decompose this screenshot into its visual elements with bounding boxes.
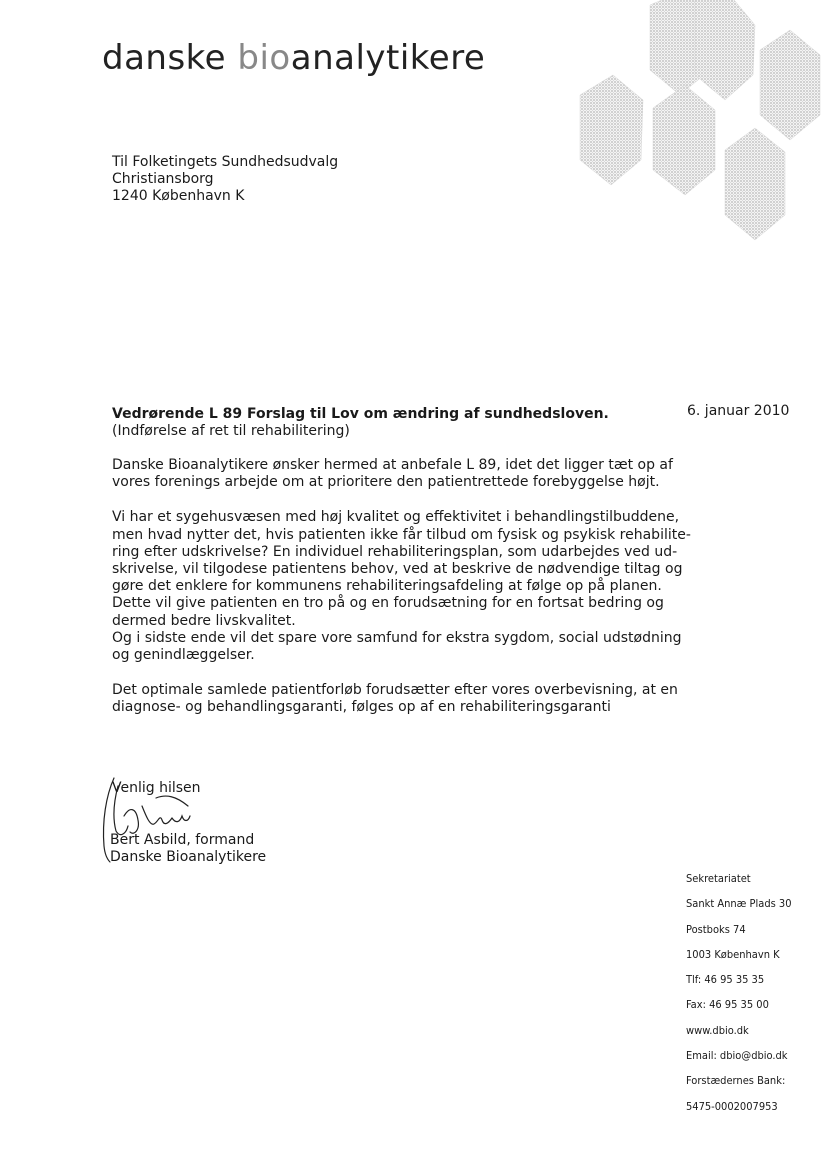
contact-email: Email: dbio@dbio.dk bbox=[686, 1049, 788, 1063]
letter-date: 6. januar 2010 bbox=[687, 403, 790, 419]
paragraph-line: dermed bedre livskvalitet. bbox=[112, 612, 296, 629]
logo-text-bio: bio bbox=[237, 38, 291, 78]
contact-secretariat: Sekretariatet bbox=[686, 872, 751, 885]
logo-text-analytikere: analytikere bbox=[290, 38, 486, 78]
subject-block bbox=[112, 406, 672, 440]
paragraph-line: Vi har et sygehusvæsen med høj kvalitet og effektivitet i behandlingstilbuddene, bbox=[112, 509, 680, 526]
contact-bank-label: Forstædernes Bank: bbox=[686, 1074, 786, 1088]
paragraph-line: Og i sidste ende vil det spare vore samfund for ekstra sygdom, social udstødning bbox=[112, 629, 682, 646]
paragraph-1 bbox=[112, 457, 673, 491]
paragraph-line: gøre det enklere for kommunens rehabiliteringsafdeling at følge op på planen. bbox=[112, 578, 662, 595]
paragraph-line: skrivelse, vil tilgodese patientens behov, ved at beskrive de nødvendige tiltag og bbox=[112, 561, 683, 578]
paragraph-2 bbox=[112, 509, 691, 664]
logo bbox=[102, 38, 485, 78]
contact-bank-account: 5475-0002007953 bbox=[686, 1099, 778, 1113]
recipient-line-2: Christiansborg bbox=[112, 171, 214, 187]
paragraph-line: vores forenings arbejde om at prioritere den patientrettede forebyggelse højt. bbox=[112, 474, 660, 491]
contact-info bbox=[686, 866, 792, 1119]
subject-title: Vedrørende L 89 Forslag til Lov om ændring af sundhedsloven. bbox=[112, 406, 609, 422]
contact-fax: Fax: 46 95 35 00 bbox=[686, 998, 769, 1012]
closing-greeting: Venlig hilsen bbox=[112, 780, 201, 796]
paragraph-line: diagnose- og behandlingsgaranti, følges op af en rehabiliteringsgaranti bbox=[112, 699, 611, 716]
paragraph-line: Dette vil give patienten en tro på og en forudsætning for en fortsat bedring og bbox=[112, 595, 664, 612]
contact-postbox: Postboks 74 bbox=[686, 922, 746, 936]
recipient-address bbox=[112, 154, 338, 205]
recipient-line-3: 1240 København K bbox=[112, 188, 245, 204]
paragraph-line: Danske Bioanalytikere ønsker hermed at anbefale L 89, idet det ligger tæt op af bbox=[112, 457, 673, 473]
subject-subtitle: (Indførelse af ret til rehabilitering) bbox=[112, 423, 350, 439]
signer-organisation: Danske Bioanalytikere bbox=[110, 849, 267, 865]
hexagon-2 bbox=[695, 0, 755, 100]
hexagon-3 bbox=[580, 75, 643, 185]
contact-phone: Tlf: 46 95 35 35 bbox=[686, 973, 765, 987]
hexagon-5 bbox=[760, 30, 820, 140]
contact-street: Sankt Annæ Plads 30 bbox=[686, 897, 792, 911]
signer-block bbox=[110, 832, 266, 866]
hexagon-pattern-icon bbox=[575, 0, 832, 250]
hexagon-6 bbox=[725, 128, 785, 240]
paragraph-line: ring efter udskrivelse? En individuel rehabiliteringsplan, som udarbejdes ved ud- bbox=[112, 543, 678, 560]
logo-text-danske: danske bbox=[102, 38, 238, 78]
paragraph-line: men hvad nytter det, hvis patienten ikke får tilbud om fysisk og psykisk rehabilite- bbox=[112, 526, 691, 543]
signer-name: Bert Asbild, formand bbox=[110, 832, 255, 848]
hexagon-4 bbox=[653, 85, 715, 195]
paragraph-3 bbox=[112, 682, 678, 716]
contact-city: 1003 København K bbox=[686, 947, 780, 961]
letter-body bbox=[112, 457, 691, 735]
paragraph-line: Det optimale samlede patientforløb forudsætter efter vores overbevisning, at en bbox=[112, 682, 678, 699]
paragraph-line: og genindlæggelser. bbox=[112, 647, 255, 664]
contact-website: www.dbio.dk bbox=[686, 1023, 749, 1037]
recipient-line-1: Til Folketingets Sundhedsudvalg bbox=[112, 154, 339, 170]
